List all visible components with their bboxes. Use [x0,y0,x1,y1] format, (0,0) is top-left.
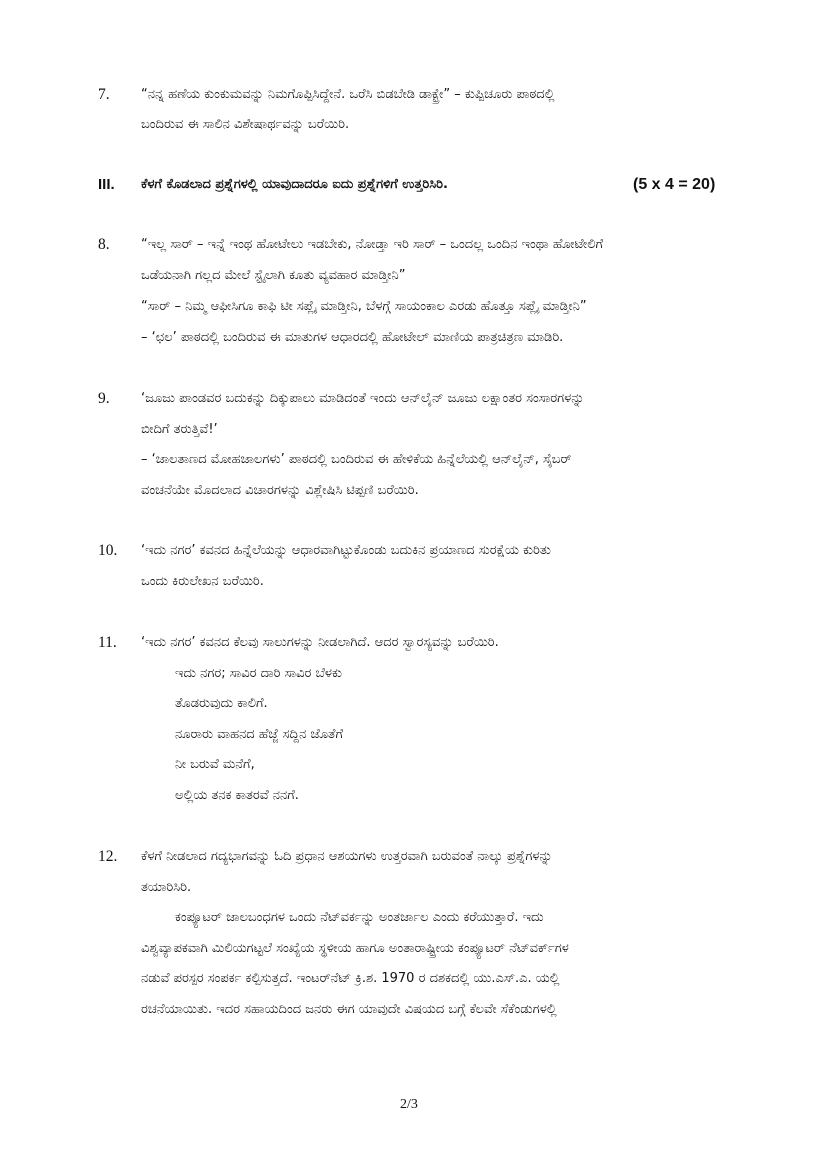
question-9-line-1: ‘ಜೂಜು ಪಾಂಡವರ ಬದುಕನ್ನು ದಿಕ್ಕುಪಾಲು ಮಾಡಿದಂತೆ ಇಂದು ಆನ್‌ಲೈನ್ ಜೂಜು ಲಕ್ಷಾಂತರ ಸಂಸಾರಗಳನ್ನು [141,391,585,406]
question-number-11: 11. [98,634,117,651]
passage-line-2: ವಿಶ್ವವ್ಯಾಪಕವಾಗಿ ಮಿಲಿಯಗಟ್ಟಲೆ ಸಂಖ್ಯೆಯ ಸ್ಥಳೀಯ ಹಾಗೂ ಅಂತಾರಾಷ್ಟ್ರೀಯ ಕಂಪ್ಯೂಟರ್ ನೆಟ್‌ವರ್ಕ್‌ಗಳ [141,941,569,956]
question-8-line-2: ಒಡೆಯನಾಗಿ ಗಲ್ಲದ ಮೇಲೆ ಸ್ಟೈಲಾಗಿ ಕೂತು ವ್ಯವಹಾರ ಮಾಡ್ತೀನಿ” [141,268,406,283]
section-instruction: ಕೆಳಗೆ ಕೊಡಲಾದ ಪ್ರಶ್ನೆಗಳಲ್ಲಿ ಯಾವುದಾದರೂ ಐದು ಪ್ರಶ್ನೆಗಳಿಗೆ ಉತ್ತರಿಸಿರಿ. [141,177,448,192]
question-8-line-3: “ಸಾರ್ – ನಿಮ್ಮ ಆಫೀಸಿಗೂ ಕಾಫಿ ಟೀ ಸಪ್ಲೈ ಮಾಡ್ತೀನಿ, ಬೆಳಗ್ಗೆ ಸಾಯಂಕಾಲ ಎರಡು ಹೊತ್ತೂ ಸಪ್ಲೈ ಮಾಡ್ತೀನಿ” [141,299,587,314]
question-10-line-1: ‘ಇದು ನಗರ’ ಕವನದ ಹಿನ್ನೆಲೆಯನ್ನು ಆಧಾರವಾಗಿಟ್ಟುಕೊಂಡು ಬದುಕಿನ ಪ್ರಯಾಣದ ಸುರಕ್ಷೆಯ ಕುರಿತು [141,543,551,558]
question-number-10: 10. [98,542,118,559]
page-number: 2/3 [400,1097,418,1112]
question-12-line-1: ಕೆಳಗೆ ನೀಡಲಾದ ಗದ್ಯಭಾಗವನ್ನು ಓದಿ ಪ್ರಧಾನ ಆಶಯಗಳು ಉತ್ತರವಾಗಿ ಬರುವಂತೆ ನಾಲ್ಕು ಪ್ರಶ್ನೆಗಳನ್ನು [141,849,553,864]
question-number-7: 7. [98,86,110,103]
passage-line-4: ರಚನೆಯಾಯಿತು. ಇದರ ಸಹಾಯದಿಂದ ಜನರು ಈಗ ಯಾವುದೇ ವಿಷಯದ ಬಗ್ಗೆ ಕೆಲವೇ ಸೆಕೆಂಡುಗಳಲ್ಲಿ [141,1002,557,1017]
poem-line-5: ಅಲ್ಲಿಯ ತನಕ ಕಾತರವೆ ನನಗೆ. [175,788,299,803]
question-9-line-4: ವಂಚನೆಯೇ ಮೊದಲಾದ ವಿಚಾರಗಳನ್ನು ವಿಶ್ಲೇಷಿಸಿ ಟಿಪ್ಪಣಿ ಬರೆಯಿರಿ. [141,483,419,498]
question-number-12: 12. [98,848,118,865]
poem-line-4: ನೀ ಬರುವೆ ಮನೆಗೆ, [175,757,255,772]
section-number: III. [98,176,115,193]
section-marks: (5 x 4 = 20) [633,176,716,193]
poem-line-3: ನೂರಾರು ವಾಹನದ ಹೆಜ್ಜೆ ಸದ್ದಿನ ಜೊತೆಗೆ [175,727,343,742]
question-9-line-3: – ‘ಜಾಲತಾಣದ ಮೋಹಜಾಲಗಳು’ ಪಾಠದಲ್ಲಿ ಬಂದಿರುವ ಈ ಹೇಳಿಕೆಯ ಹಿನ್ನೆಲೆಯಲ್ಲಿ ಆನ್‌ಲೈನ್, ಸೈಬರ್ [141,452,572,467]
question-10-line-2: ಒಂದು ಕಿರುಲೇಖನ ಬರೆಯಿರಿ. [141,574,264,589]
question-number-8: 8. [98,236,110,253]
question-9-line-2: ಬೀದಿಗೆ ತರುತ್ತಿವೆ!’ [141,422,218,437]
question-number-9: 9. [98,390,110,407]
question-12-line-2: ತಯಾರಿಸಿರಿ. [141,880,192,895]
question-8-line-4: – ‘ಛಲ’ ಪಾಠದಲ್ಲಿ ಬಂದಿರುವ ಈ ಮಾತುಗಳ ಆಧಾರದಲ್ಲಿ ಹೋಟೇಲ್ ಮಾಣಿಯ ಪಾತ್ರಚಿತ್ರಣ ಮಾಡಿರಿ. [141,330,564,345]
question-8-line-1: “ಇಲ್ಲ ಸಾರ್ – ಇನ್ನೆ ಇಂಥ ಹೋಟೇಲು ಇಡಬೇಕು, ನೋಡ್ತಾ ಇರಿ ಸಾರ್ – ಒಂದಲ್ಲ ಒಂದಿನ ಇಂಥಾ ಹೋಟೇಲಿಗೆ [141,237,604,252]
question-11-intro: ‘ಇದು ನಗರ’ ಕವನದ ಕೆಲವು ಸಾಲುಗಳನ್ನು ನೀಡಲಾಗಿದೆ. ಆದರ ಸ್ವಾರಸ್ಯವನ್ನು ಬರೆಯಿರಿ. [141,635,499,650]
passage-line-3: ನಡುವೆ ಪರಸ್ಪರ ಸಂಪರ್ಕ ಕಲ್ಪಿಸುತ್ತದೆ. ಇಂಟರ್‌ನೆಟ್ ಕ್ರಿ.ಶ. 1970 ರ ದಶಕದಲ್ಲಿ ಯು.ಎಸ್.ಎ. ಯಲ್ಲಿ [141,971,560,986]
passage-line-1: ಕಂಪ್ಯೂಟರ್ ಜಾಲಬಂಧಗಳ ಒಂದು ನೆಟ್‌ವರ್ಕನ್ನು ಅಂತರ್ಜಾಲ ಎಂದು ಕರೆಯುತ್ತಾರೆ. ಇದು [175,910,544,925]
question-7-line-1: “ನನ್ನ ಹಣೆಯ ಕುಂಕುಮವನ್ನು ನಿಮಗೊಪ್ಪಿಸಿದ್ದೇನೆ. ಒರೆಸಿ ಬಿಡಬೇಡಿ ಡಾಕ್ಟ್ರೇ” – ಕುಪ್ಪಿಚೂರು ಪಾಠದಲ್ಲಿ [141,87,555,102]
poem-line-2: ತೊಡರುವುದು ಕಾಲಿಗೆ. [175,696,268,711]
question-7-line-2: ಬಂದಿರುವ ಈ ಸಾಲಿನ ವಿಶೇಷಾರ್ಥವನ್ನು ಬರೆಯಿರಿ. [141,117,350,132]
poem-line-1: ಇದು ನಗರ; ಸಾವಿರ ದಾರಿ ಸಾವಿರ ಬೆಳಕು [175,666,342,681]
